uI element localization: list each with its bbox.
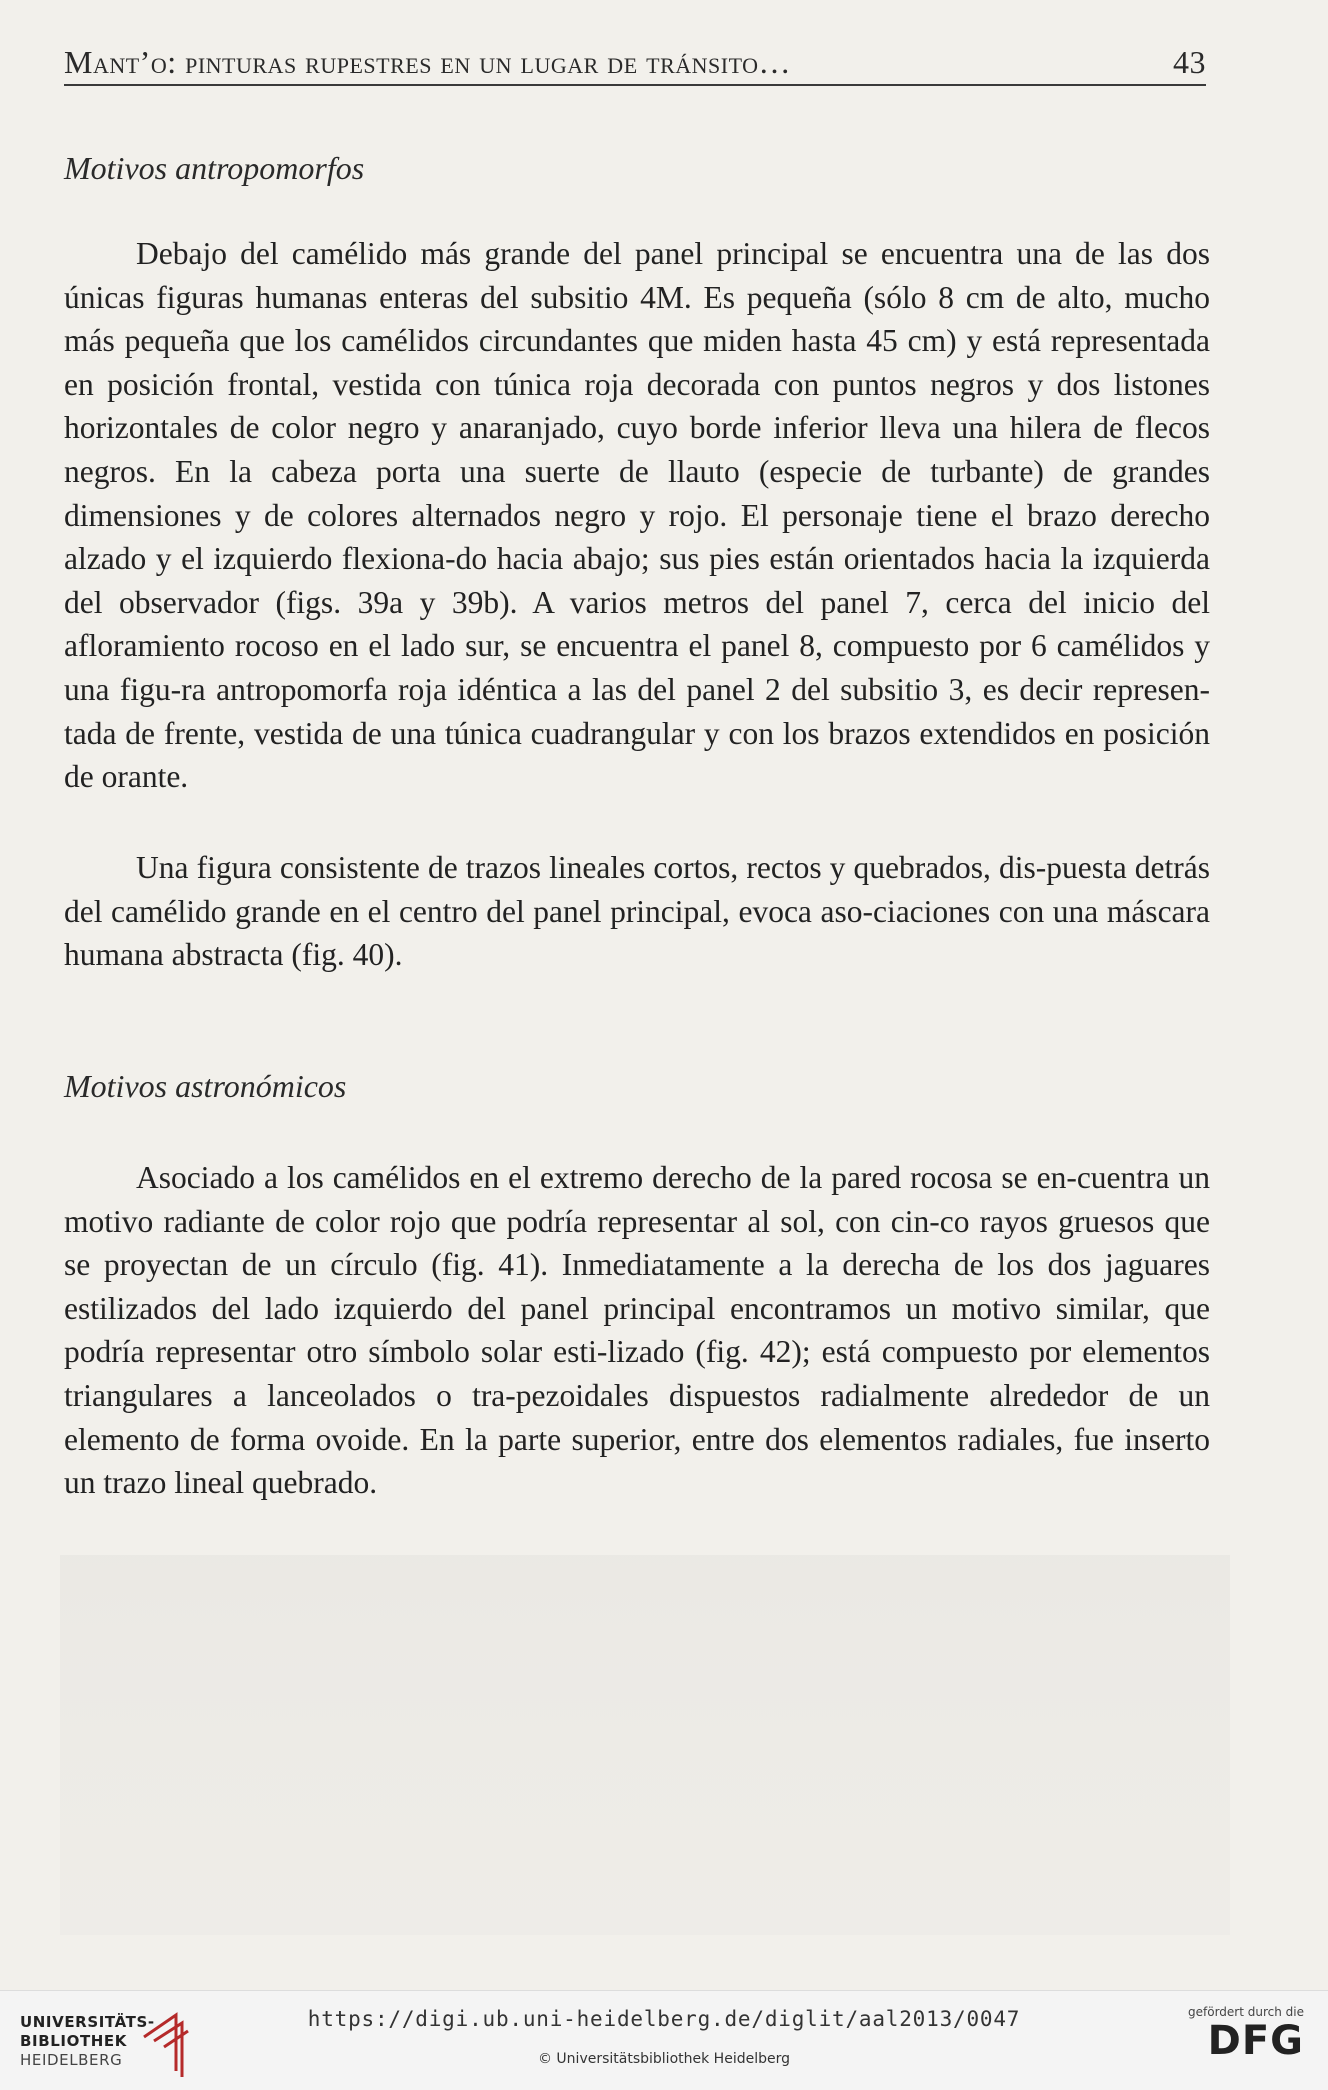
paragraph-antropomorfos-1: Debajo del camélido más grande del panel principal se encuentra una de las dos únicas figuras humanas enteras del subsitio 4M. Es pequeña (sólo 8 cm de alto, mucho más pequeña que los camélidos circundantes que miden hasta 45 cm) y está representada en posición frontal, vestida con túnica roja decorada con puntos negros y dos listones horizontales de color negro y anaranjado, cuyo borde inferior lleva una hilera de flecos negros. En la cabeza porta una suerte de llauto (especie de turbante) de grandes dimensiones y de colores alternados negro y rojo. El personaje tiene el brazo derecho alzado y el izquierdo flexiona-do hacia abajo; sus pies están orientados hacia la izquierda del observador (figs. 39a y 39b). A varios metros del panel 7, cerca del inicio del afloramiento rocoso en el lado sur, se encuentra el panel 8, compuesto por 6 camélidos y una figu-ra antropomorfa roja idéntica a las del panel 2 del subsitio 3, es decir represen-tada de frente, vestida de una túnica cuadrangular y con los brazos extendidos en posición de orante. bbox=[64, 236, 1210, 795]
page-number: 43 bbox=[1173, 44, 1206, 80]
section-heading-astronomicos: Motivos astronómicos bbox=[64, 1068, 347, 1104]
dfg-caption: gefördert durch die bbox=[1188, 2005, 1304, 2019]
library-name-line3: HEIDELBERG bbox=[20, 2051, 123, 2069]
paragraph-antropomorfos-2: Una figura consistente de trazos lineales cortos, rectos y quebrados, dis-puesta detrás del camélido grande en el centro del panel principal, evoca aso-ciaciones con una máscara humana abstracta (fig. 40). bbox=[64, 850, 1210, 973]
header-rule bbox=[64, 84, 1206, 86]
copyright-notice: © Universitätsbibliothek Heidelberg bbox=[537, 2051, 790, 2067]
digitization-footer bbox=[0, 1990, 1328, 2090]
permalink-url[interactable]: https://digi.ub.uni-heidelberg.de/diglit/aal2013/0047 bbox=[307, 2007, 1021, 2031]
dfg-logo: DFG bbox=[1207, 2018, 1304, 2064]
paragraph-astronomicos-1: Asociado a los camélidos en el extremo derecho de la pared rocosa se en-cuentra un motivo radiante de color rojo que podría representar al sol, con cin-co rayos gruesos que se proyectan de un círculo (fig. 41). Inmediatamente a la derecha de los dos jaguares estilizados del lado izquierdo del panel principal encontramos un motivo similar, que podría representar otro símbolo solar esti-lizado (fig. 42); está compuesto por elementos triangulares a lanceolados o tra-pezoidales dispuestos radialmente alrededor de un elemento de forma ovoide. En la parte superior, entre dos elementos radiales, fue inserto un trazo lineal quebrado. bbox=[64, 1160, 1210, 1501]
dfg-block[interactable] bbox=[1184, 2005, 1304, 2063]
section-heading-antropomorfos: Motivos antropomorfos bbox=[64, 150, 365, 186]
show-through-bleed bbox=[60, 1555, 1230, 1935]
library-name-line1: UNIVERSITÄTS- bbox=[20, 2013, 155, 2031]
running-title: Mant’o: pinturas rupestres en un lugar de tránsito… bbox=[64, 44, 792, 80]
running-header bbox=[64, 44, 1206, 81]
library-name-line2: BIBLIOTHEK bbox=[20, 2032, 127, 2050]
